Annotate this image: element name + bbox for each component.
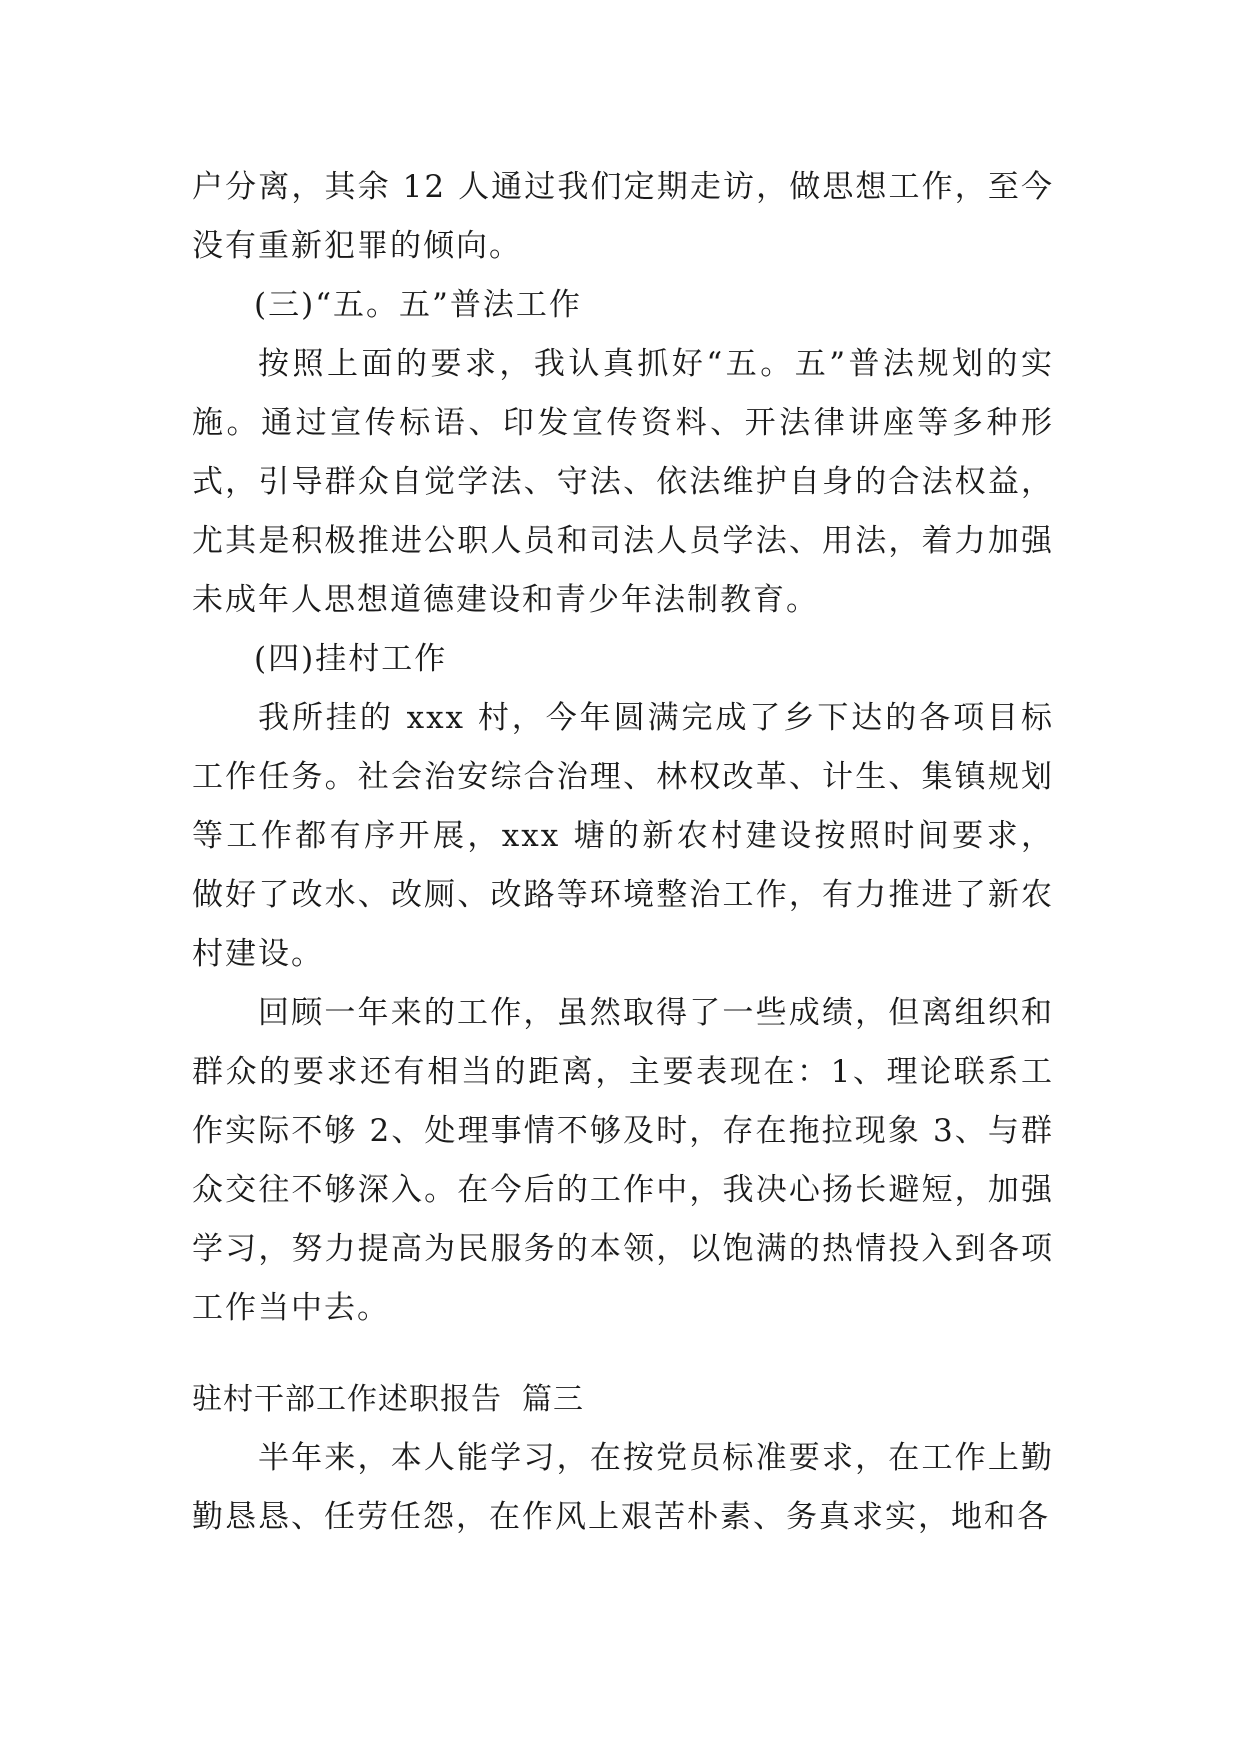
paragraph-pufa: 按照上面的要求，我认真抓好“五。五”普法规划的实施。通过宣传标语、印发宣传资料、开法律讲座等多种形式，引导群众自觉学法、守法、依法维护自身的合法权益，尤其是积极推进公职人员和司法人员学法、用法，着力加强未成年人思想道德建设和青少年法制教育。 bbox=[192, 346, 1054, 618]
subheading-pufa: (三)“五。五”普法工作 bbox=[254, 287, 582, 323]
paragraph-guacun: 我所挂的 xxx 村，今年圆满完成了乡下达的各项目标工作任务。社会治安综合治理、林权改革、计生、集镇规划等工作都有序开展，xxx 塘的新农村建设按照时间要求，做好了改水、改厕、改路等环境整治工作，有力推进了新农村建设。 bbox=[192, 700, 1054, 972]
section-title-main: 驻村干部工作述职报告 bbox=[192, 1382, 502, 1417]
paragraph-closing: 半年来，本人能学习，在按党员标准要求，在工作上勤勤恳恳、任劳任怨，在作风上艰苦朴素、务真求实，地和各 bbox=[192, 1440, 1054, 1535]
subheading-guacun: (四)挂村工作 bbox=[254, 641, 448, 677]
paragraph-continuation: 户分离，其余 12 人通过我们定期走访，做思想工作，至今没有重新犯罪的倾向。 bbox=[192, 169, 1054, 264]
paragraph-review: 回顾一年来的工作，虽然取得了一些成绩，但离组织和群众的要求还有相当的距离，主要表现在：1、理论联系工作实际不够 2、处理事情不够及时，存在拖拉现象 3、与群众交往不够深入。在今后的工作中，我决心扬长避短，加强学习，努力提高为民服务的本领，以饱满的热情投入到各项工作当中去。 bbox=[192, 995, 1054, 1326]
document-body bbox=[192, 158, 1054, 1547]
section-title bbox=[192, 1370, 1054, 1429]
section-title-sub: 篇三 bbox=[522, 1382, 584, 1417]
